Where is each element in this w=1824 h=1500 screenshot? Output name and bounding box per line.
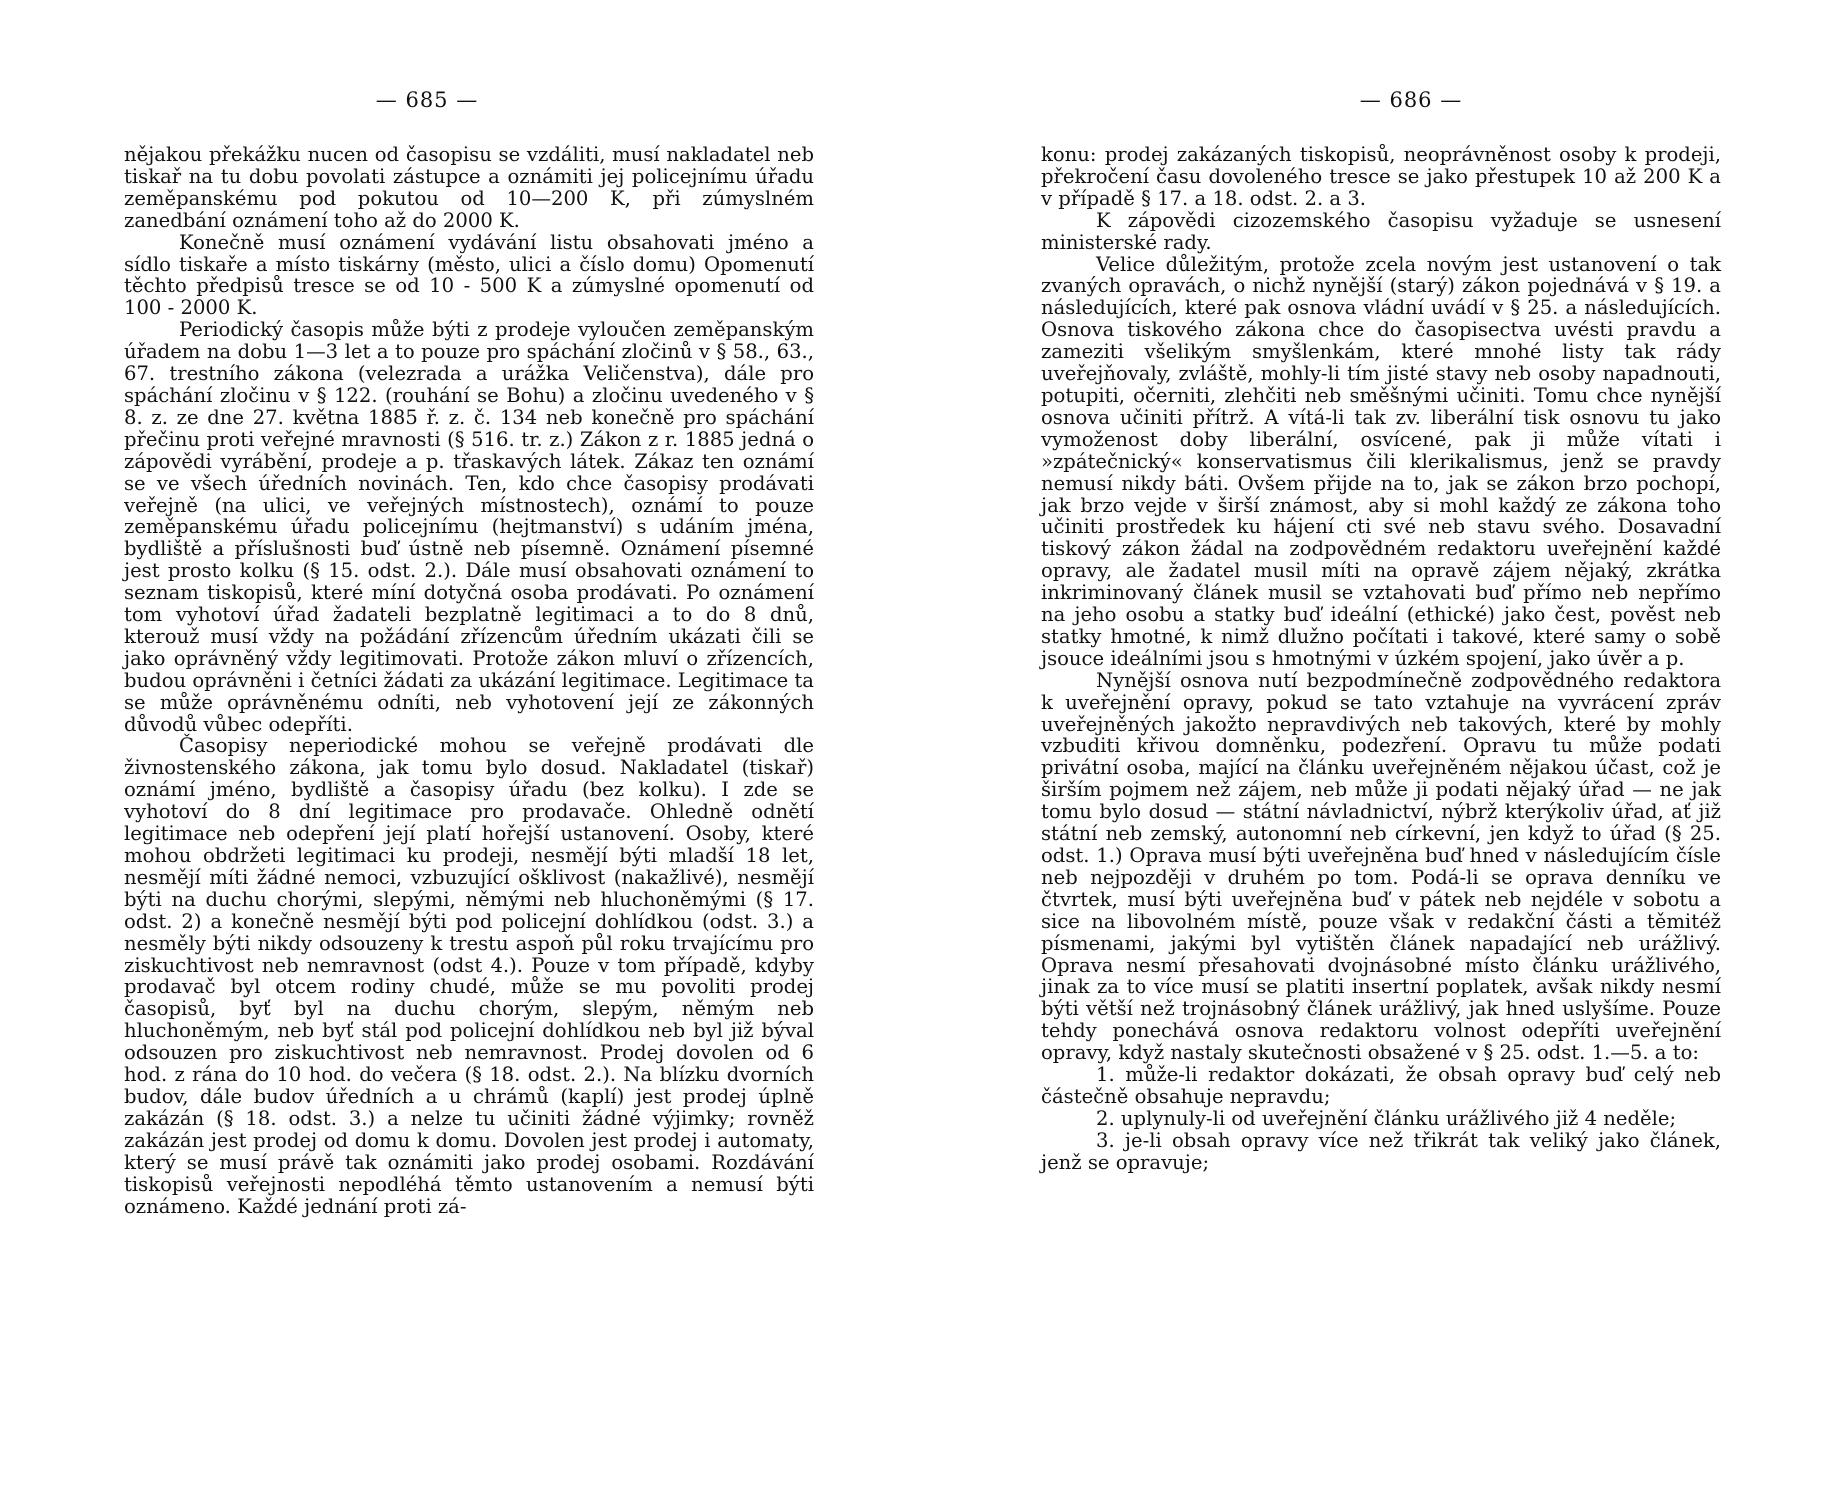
paragraph: Konečně musí oznámení vydávání listu obsahovati jméno a sídlo tiskaře a místo tiskárny (město, ulici a číslo domu) Opomenutí těchto předpisů tresce se od 10 - 500 K a zúmyslné opomenutí od 100 - 2000 K. (124, 230, 814, 320)
paragraph: Velice důležitým, protože zcela novým jest ustanovení o tak zvaných opravách, o nichž nynější (starý) zákon pojednává v § 19. a následujících, které pak osnova vládní uvádí v § 25. a následujících. Osnova tiskového zákona chce do časopisectva uvésti pravdu a zameziti všelikým smyšlenkám, které mnohé listy tak rády uveřejňovaly, zvláště, mohly-li tím jisté stavy neb osoby napadnouti, potupiti, očerniti, zlehčiti neb směšnými učiniti. Tomu chce nynější osnova učiniti přítrž. A vítá-li tak zv. liberální tisk osnovu tu jako vymoženost doby liberální, osvícené, pak ji může vítati i »zpátečnický« konservatismus čili klerikalismus, jenž se pravdy nemusí nikdy báti. Ovšem přijde na to, jak se zákon brzo pochopí, jak brzo vejde v širší známost, aby si mohl každý ze zákona toho učiniti prostředek ku hájení cti své neb stavu svého. Dosavadní tiskový zákon žádal na zodpovědném redaktoru uveřejnění každé opravy, ale žadatel musil míti na opravě zájem nějaký, zkrátka inkriminovaný článek musil se vztahovati buď přímo neb nepřímo na jeho osobu a statky buď ideální (ethické) jako čest, pověst neb statky hmotné, k nimž dlužno počítati i takové, které samy o sobě jsouce ideálními jsou s hmotnými v úzkém spojení, jako úvěr a p. (1041, 252, 1721, 670)
paragraph: K zápovědi cizozemského časopisu vyžaduje se usnesení ministerské rady. (1041, 208, 1721, 254)
text-column (1041, 144, 1721, 1174)
paragraph: Nynější osnova nutí bezpodmínečně zodpovědného redaktora k uveřejnění opravy, pokud se tato vztahuje na vyvrácení zpráv uveřejněných jakožto nepravdivých neb takových, které by mohly vzbuditi křivou domněnku, podezření. Opravu tu může podati privátní osoba, mající na článku uveřejněném nějakou účast, což je širším pojmem než zájem, neb může ji podati nějaký úřad — ne jak tomu bylo dosud — státní návladnictví, nýbrž kterýkoliv úřad, ať již státní neb zemský, autonomní neb církevní, jen když to úřad (§ 25. odst. 1.) Oprava musí býti uveřejněna buď hned v následujícím čísle neb nejpozději v druhém po tom. Podá-li se oprava denníku ve čtvrtek, musí býti uveřejněna buď v pátek neb nejdéle v sobotu a sice na libovolném místě, pouze však v redakční části a těmitéž písmenami, jakými byl vytištěn článek napadající neb urážlivý. Oprava nesmí přesahovati dvojnásobné místo článku urážlivého, jinak za to více musí se platiti insertní poplatek, avšak nikdy nesmí býti větší než trojnásobný článek urážlivý, jak hned uslyšíme. Pouze tehdy ponechává osnova redaktoru volnost odepříti uveřejnění opravy, když nastaly skutečnosti obsažené v § 25. odst. 1.—5. a to: (1041, 668, 1721, 1065)
paragraph: konu: prodej zakázaných tiskopisů, neoprávněnost osoby k prodeji, překročení času dovoleného tresce se jako přestupek 10 až 200 K a v případě § 17. a 18. odst. 2. a 3. (1041, 143, 1721, 210)
list-item: 1. může-li redaktor dokázati, že obsah opravy buď celý neb částečně obsahuje nepravdu; (1041, 1063, 1721, 1108)
text-column (124, 144, 814, 1217)
page-number: — 686 — (1359, 88, 1463, 112)
right-page (912, 0, 1824, 1500)
paragraph: nějakou překážku nucen od časopisu se vzdáliti, musí nakladatel neb tiskař na tu dobu povolati zástupce a oznámiti jej policejnímu úřadu zeměpanskému pod pokutou od 10—200 K, při zúmyslném zanedbání oznámení toho až do 2000 K. (124, 143, 814, 232)
list-item: 3. je-li obsah opravy více než třikrát tak veliký jako článek, jenž se opravuje; (1041, 1128, 1721, 1174)
paragraph: Časopisy neperiodické mohou se veřejně prodávati dle živnostenského zákona, jak tomu bylo dosud. Nakladatel (tiskař) oznámí jméno, bydliště a časopisy úřadu (bez kolku). I zde se vyhotoví do 8 dní legitimace pro prodavače. Ohledně odnětí legitimace neb odepření její platí hořejší ustanovení. Osoby, které mohou obdržeti legitimaci ku prodeji, nesmějí býti mladší 18 let, nesmějí míti žádné nemoci, vzbuzující ošklivost (nakažlivé), nesmějí býti na duchu chorými, slepými, němými neb hluchoněmými (§ 17. odst. 2) a konečně nesmějí býti pod policejní dohlídkou (odst. 3.) a nesměly býti nikdy odsouzeny k trestu aspoň půl roku trvajícímu pro ziskuchtivost neb nemravnost (odst 4.). Pouze v tom případě, kdyby prodavač byl otcem rodiny chudé, může se mu povoliti prodej časopisů, byť byl na duchu chorým, slepým, němým neb hluchoněmým, neb byť stál pod policejní dohlídkou neb byl již býval odsouzen pro ziskuchtivost neb nemravnost. Prodej dovolen od 6 hod. z rána do 10 hod. do večera (§ 18. odst. 2.). Na blízku dvorních budov, dále budov úředních a u chrámů (kaplí) jest prodej úplně zakázán (§ 18. odst. 3.) a nelze tu učiniti žádné výjimky; rovněž zakázán jest prodej od domu k domu. Dovolen jest prodej i automaty, který se musí právě tak oznámiti jako prodej osobami. Rozdávání tiskopisů veřejnosti nepodléhá těmto ustanovením a nemusí býti oznámeno. Každé jednání proti zá- (124, 734, 814, 1218)
paragraph: Periodický časopis může býti z prodeje vyloučen zeměpanským úřadem na dobu 1—3 let a to pouze pro spáchání zločinů v § 58., 63., 67. trestního zákona (velezrada a urážka Veličenstva), dále pro spáchání zločinu v § 122. (rouhání se Bohu) a zločinu uvedeného v § 8. z. ze dne 27. května 1885 ř. z. č. 134 neb konečně pro spáchání přečinu proti veřejné mravnosti (§ 516. tr. z.) Zákon z r. 1885 jedná o zápovědi vyrábění, prodeje a p. třaskavých látek. Zákaz ten oznámí se ve všech úředních novinách. Ten, kdo chce časopisy prodávati veřejně (na ulici, ve veřejných místnostech), oznámí to pouze zeměpanskému úřadu policejnímu (hejtmanství) s udáním jména, bydliště a příslušnosti buď ústně neb písemně. Oznámení písemné jest prosto kolku (§ 15. odst. 2.). Dále musí obsahovati oznámení to seznam tiskopisů, které míní dotyčná osoba prodávati. Po oznámení tom vyhotoví úřad žadateli bezplatně legitimaci a to do 8 dnů, kterouž musí vždy na požádání zřízencům úředním ukázati čili se jako oprávněný vždy legitimovati. Protože zákon mluví o zřízencích, budou oprávněni i četníci žádati za ukázání legitimace. Legitimace ta se může oprávněnému odníti, neb vyhotovení její ze zákonných důvodů vůbec odepříti. (124, 318, 814, 736)
page-number: — 685 — (375, 88, 479, 112)
list-item: 2. uplynuly-li od uveřejnění článku urážlivého již 4 neděle; (1096, 1106, 1677, 1130)
